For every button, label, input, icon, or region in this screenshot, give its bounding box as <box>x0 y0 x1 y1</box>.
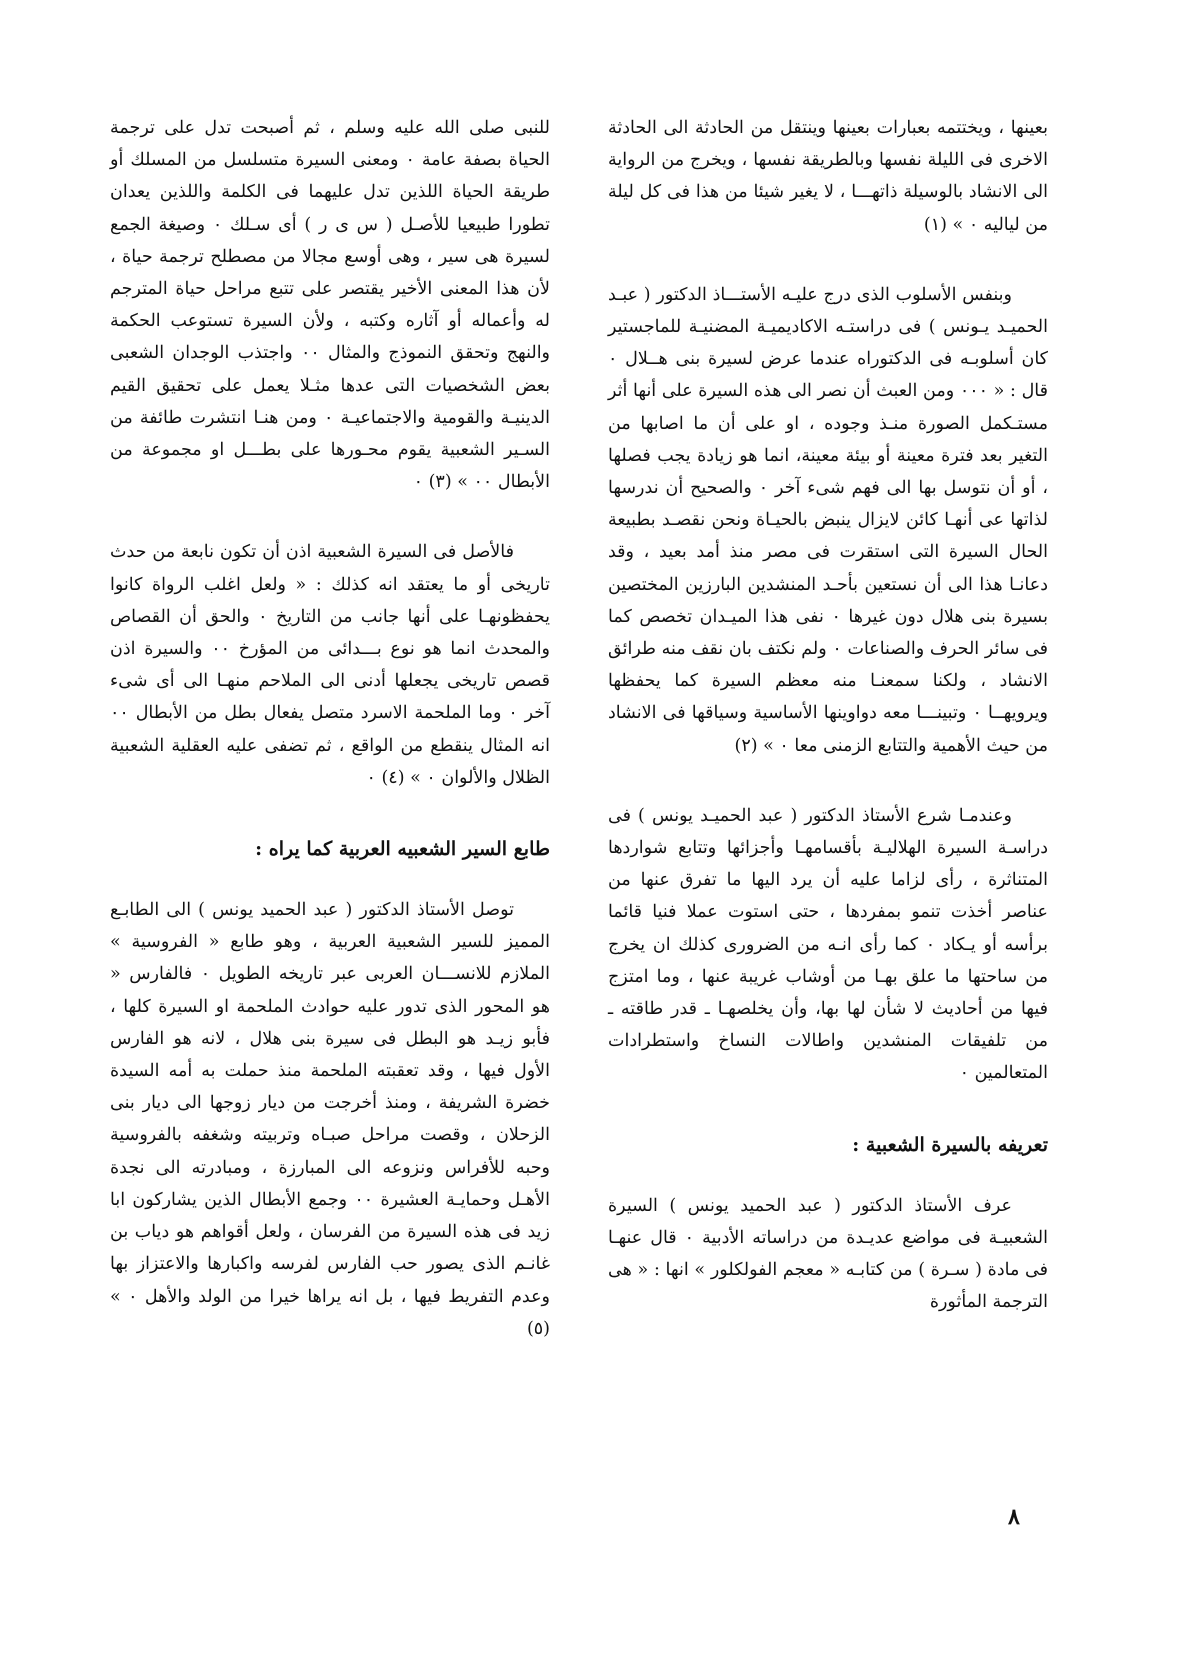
paragraph: وعندمـا شرع الأستاذ الدكتور ( عبد الحميـد يونس ) فى دراسـة السيرة الهلاليـة بأقسامهـا وأجزائها وتتابع شواردها المتناثرة ، رأى لزاما عليه أن يرد اليها ما تفرق عنها من عناصر أخذت تنمو بمفردها ، حتى استوت عملا فنيا قائما برأسه أو يـكاد ٠ كما رأى انـه من الضرورى كذلك ان يخرج من ساحتها ما علق بهـا من أوشاب غريبة عنها ، وما امتزج فيها من أحاديث لا شأن لها بها، وأن يخلصهـا ـ قدر طاقته ـ من تلفيقات المنشدين واطالات النساخ واستطرادات المتعالمين ٠ <box>608 805 1048 1084</box>
paragraph: توصل الأستاذ الدكتور ( عبد الحميد يونس ) الى الطابـع المميز للسير الشعبية العربية ، وهو طابع « الفروسية » الملازم للانســـان العربى عبر تاريخه الطويل ٠ فالفارس « هو المحور الذى تدور عليه حوادث الملحمة او السيرة كلها ، فأبو زيـد هو البطل فى سيرة بنى هلال ، لانه هو الفارس الأول فيها ، وقد تعقبته الملحمة منذ حملت به أمه السيدة خضرة الشريفة ، ومنذ أخرجت من ديار زوجها الى ديار بنى الزحلان ، وقصت مراحل صبـاه وتربيته وشغفه بالفروسية وحبه للأفراس ونزوعه الى المبارزة ، ومبادرته الى نجدة الأهـل وحمايـة العشيرة ٠٠ وجمع الأبطال الذين يشاركون ابا زيد فى هذه السيرة من الفرسان ، ولعل أقواهم هو دياب بن غانـم الذى يصور حب الفارس لفرسه واكبارها والاعتزاز بها وعدم التفريط فيها ، بل انه يراها خيرا من الولد والأهل ٠ » (٥) <box>110 900 550 1339</box>
section-heading: طابع السير الشعبيه العربية كما يراه : <box>255 838 550 861</box>
paragraph: عرف الأستاذ الدكتور ( عبد الحميد يونس ) السيرة الشعبيـة فى مواضع عديـدة من دراساته الأدبية ٠ قال عنهـا فى مادة ( سـرة ) من كتابـه « معجم الفولكلور » انها : « هى الترجمة المأثورة <box>608 1195 1048 1313</box>
section-heading: تعريفه بالسيرة الشعبية : <box>852 1133 1048 1156</box>
paragraph: فالأصل فى السيرة الشعبية اذن أن تكون نابعة من حدث تاريخى أو ما يعتقد انه كذلك : « ولعل اغلب الرواة كانوا يحفظونهـا على أنها جانب من التاريخ ٠ والحق أن القصاص والمحدث انما هو نوع بـــدائى من المؤرخ ٠٠ والسيرة اذن قصص تاريخى يجعلها أدنى الى الملاحم منهـا الى أى شىء آخر ٠ وما الملحمة الاسرد متصل يفعال بطل من الأبطال ٠٠ انه المثال ينقطع من الواقع ، ثم تضفى عليه العقلية الشعبية الظلال والألوان ٠ » (٤) ٠ <box>110 542 551 788</box>
paragraph: للنبى صلى الله عليه وسلم ، ثم أصبحت تدل على ترجمة الحياة بصفة عامة ٠ ومعنى السيرة متسلسل من المسلك أو طريقة الحياة اللذين تدل عليهما فى الكلمة واللذين يعدان تطورا طبيعيا للأصـل ( س ى ر ) أى سـلك ٠ وصيغة الجمع لسيرة هى سير ، وهى أوسع مجالا من مصطلح ترجمة حياة ، لأن هذا المعنى الأخير يقتصر على تتبع مراحل حياة المترجم له وأعماله أو آثاره وكتبه ، ولأن السيرة تستوعب الحكمة والنهج وتحقق النموذج والمثال ٠٠ واجتذب الوجدان الشعبى بعض الشخصيات التى عدها مثـلا يعمل على تحقيق القيم الدينيـة والقومية والاجتماعيـة ٠ ومن هنـا انتشرت طائفة من السـير الشعبية يقوم محـورها على بطـــل او مجموعة من الأبطال ٠٠ » (٣) ٠ <box>110 118 551 493</box>
page-number: ٨ <box>1008 1504 1020 1530</box>
paragraph: وبنفس الأسلوب الذى درج عليـه الأستـــاذ الدكتور ( عبـد الحميـد يـونس ) فى دراستـه الاكاديميـة المضنيـة للماجستير كان أسلوبـه فى الدكتوراه عندما عرض لسيرة بنى هــلال ٠ قال : « ٠٠٠ ومن العبث أن نصر الى هذه السيرة على أنها أثر مستـكمل الصورة منـذ وجوده ، او على أن ما اصابها من التغير بعد فترة معينة أو بيئة معينة، انما هو زيادة يجب فصلها ، أو أن نتوسل بها الى فهم شىء آخر ٠ والصحيح أن ندرسها لذاتها عى أنهـا كائن لايزال ينبض بالحيـاة ونحن نقصـد بطبيعة الحال السيرة التى استقرت فى مصر منذ أمد بعيد ، وقد دعانـا هذا الى أن نستعين بأحـد المنشدين البارزين المختصين بسيرة بنى هلال دون غيرها ٠ نفى هذا الميـدان تخصص كما فى سائر الحرف والصناعات ٠ ولم نكتف بان نقف منه طرائق الانشاد ، ولكنا سمعنـا منه معظم السيرة كما يحفظها ويرويهــا ٠ وتبينـــا معه دواوينها الأساسية وسياقها فى الانشاد من حيث الأهمية والتتابع الزمنى معا ٠ » (٢) <box>608 284 1049 756</box>
right-column <box>608 112 1048 1319</box>
paragraph: بعينها ، ويختتمه بعبارات بعينها وينتقل من الحادثة الى الحادثة الاخرى فى الليلة نفسها وبالطريقة نفسها ، ويخرج من الرواية الى الانشاد بالوسيلة ذاتهـــا ، لا يغير شيئا من هذا فى كل ليلة من لياليه ٠ » (١) <box>608 118 1048 235</box>
left-column <box>110 112 550 1345</box>
